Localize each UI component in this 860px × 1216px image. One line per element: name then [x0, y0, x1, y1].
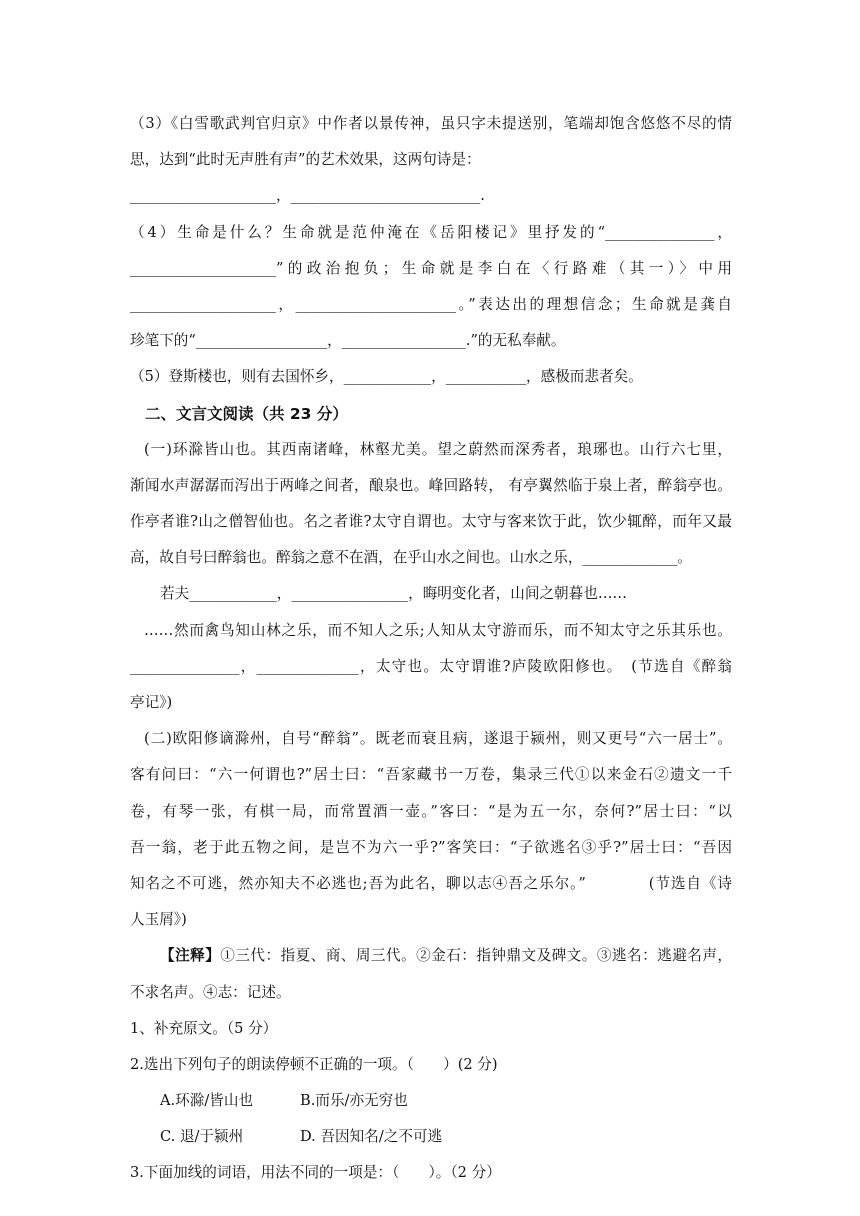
text-line-p1-l1: (一)环滁皆山也。其西南诸峰，林壑尤美。望之蔚然而深秀者，琅琊也。山行六七里，: [144, 440, 732, 458]
text-line-p1-l8: 亭记》): [130, 694, 173, 711]
annotation-label: 【注释】: [160, 947, 221, 965]
question-3: 3.下面加线的词语，用法不同的一项是：（ ）。（2 分）: [130, 1164, 501, 1182]
text-line-p2-l2: 客有问曰：“六一何谓也?”居士曰：“吾家藏书一万卷，集录三代①以来金石②遗文一千: [130, 766, 732, 784]
text-line-q3-l2: 思，达到“此时无声胜有声”的艺术效果，这两句诗是：: [130, 151, 481, 169]
question-1: 1、补充原文。（5 分）: [130, 1019, 278, 1037]
question-2: 2.选出下列句子的朗读停顿不正确的一项。（ ）(2 分): [130, 1055, 498, 1073]
option-a: A.环滁/皆山也: [160, 1092, 254, 1110]
annotation-line-2: 不求名声。④志：记述。: [130, 983, 291, 1001]
annotation-text-1: ①三代：指夏、商、周三代。②金石：指钟鼎文及碑文。③逃名：逃避名声，: [220, 947, 732, 965]
text-line-q3-l1: （3）《白雪歌武判官归京》中作者以景传神，虽只字未提送别，笔端却饱含悠悠不尽的情: [130, 115, 732, 132]
section-heading: 二、文言文阅读（共 23 分）: [145, 404, 348, 423]
option-d: D. 吾因知名/之不可逃: [300, 1128, 443, 1146]
text-line-p1-l5: 若夫____________，________________，晦明变化者，山间之朝暮也……: [160, 585, 628, 603]
text-line-q4-l4: 珍笔下的“__________________，_________________.”的无私奉献。: [130, 332, 566, 350]
text-line-p1-l2: 渐闻水声潺潺而泻出于两峰之间者，酿泉也。峰回路转， 有亭翼然临于泉上者，醉翁亭也。: [130, 476, 732, 494]
text-line-p1-l4: 高，故自号曰醉翁也。醉翁之意不在酒，在乎山水之间也。山水之乐，_____________。: [130, 549, 692, 567]
text-line-p2-l5: 知名之不可逃，然亦知夫不必逃也;吾为此名，聊以志④吾之乐尔。” (节选自《诗: [130, 874, 732, 892]
text-line-p1-l3: 作亭者谁?山之僧智仙也。名之者谁?太守自谓也。太守与客来饮于此，饮少辄醉，而年又最: [130, 513, 732, 531]
text-line-q4-l1: （4）生命是什么？生命就是范仲淹在《岳阳楼记》里抒发的“_______________，: [130, 223, 732, 241]
option-c: C. 退/于颍州: [160, 1128, 244, 1146]
question-2-options-cd: [130, 1119, 732, 1155]
text-line-p2-l6: 人玉屑》): [130, 911, 187, 929]
text-line-p1-l6: ……然而禽鸟知山林之乐，而不知人之乐;人知从太守游而乐，而不知太守之乐其乐也。: [144, 621, 732, 639]
annotation-line-1: [130, 938, 732, 974]
text-line-q4-l3: ____________________，______________________。”表达出的理想信念；生命就是龚自: [130, 295, 732, 313]
option-b: B.而乐/亦无穷也: [300, 1092, 408, 1110]
content-lines: [130, 106, 732, 938]
question-2-options-ab: [130, 1083, 732, 1119]
text-line-p2-l1: (二)欧阳修谪滁州，自号“醉翁”。既老而衰且病，遂退于颍州，则又更号“六一居士”。: [144, 730, 732, 748]
text-line-p2-l4: 吾一翁，老于此五物之间，是岂不为六一乎?”客笑曰：“子欲逃名③乎?”居士曰：“吾因: [130, 838, 732, 856]
text-line-p2-l3: 卷，有琴一张，有棋一局，而常置酒一壶。”客曰：“是为五一尔，奈何?”居士曰：“以: [130, 802, 732, 820]
text-line-q3-l3: ____________________，__________________________.: [130, 187, 485, 205]
text-line-q5-l1: （5）登斯楼也，则有去国怀乡，____________，___________，感极而悲者矣。: [130, 368, 643, 386]
text-line-q4-l2: ____________________”的政治抱负；生命就是李白在〈行路难（其一）〉中用: [130, 259, 732, 277]
text-line-p1-l7: _______________，______________，太守也。太守谓谁?庐陵欧阳修也。 (节选自《醉翁: [130, 657, 732, 675]
exam-page: [130, 106, 732, 1192]
